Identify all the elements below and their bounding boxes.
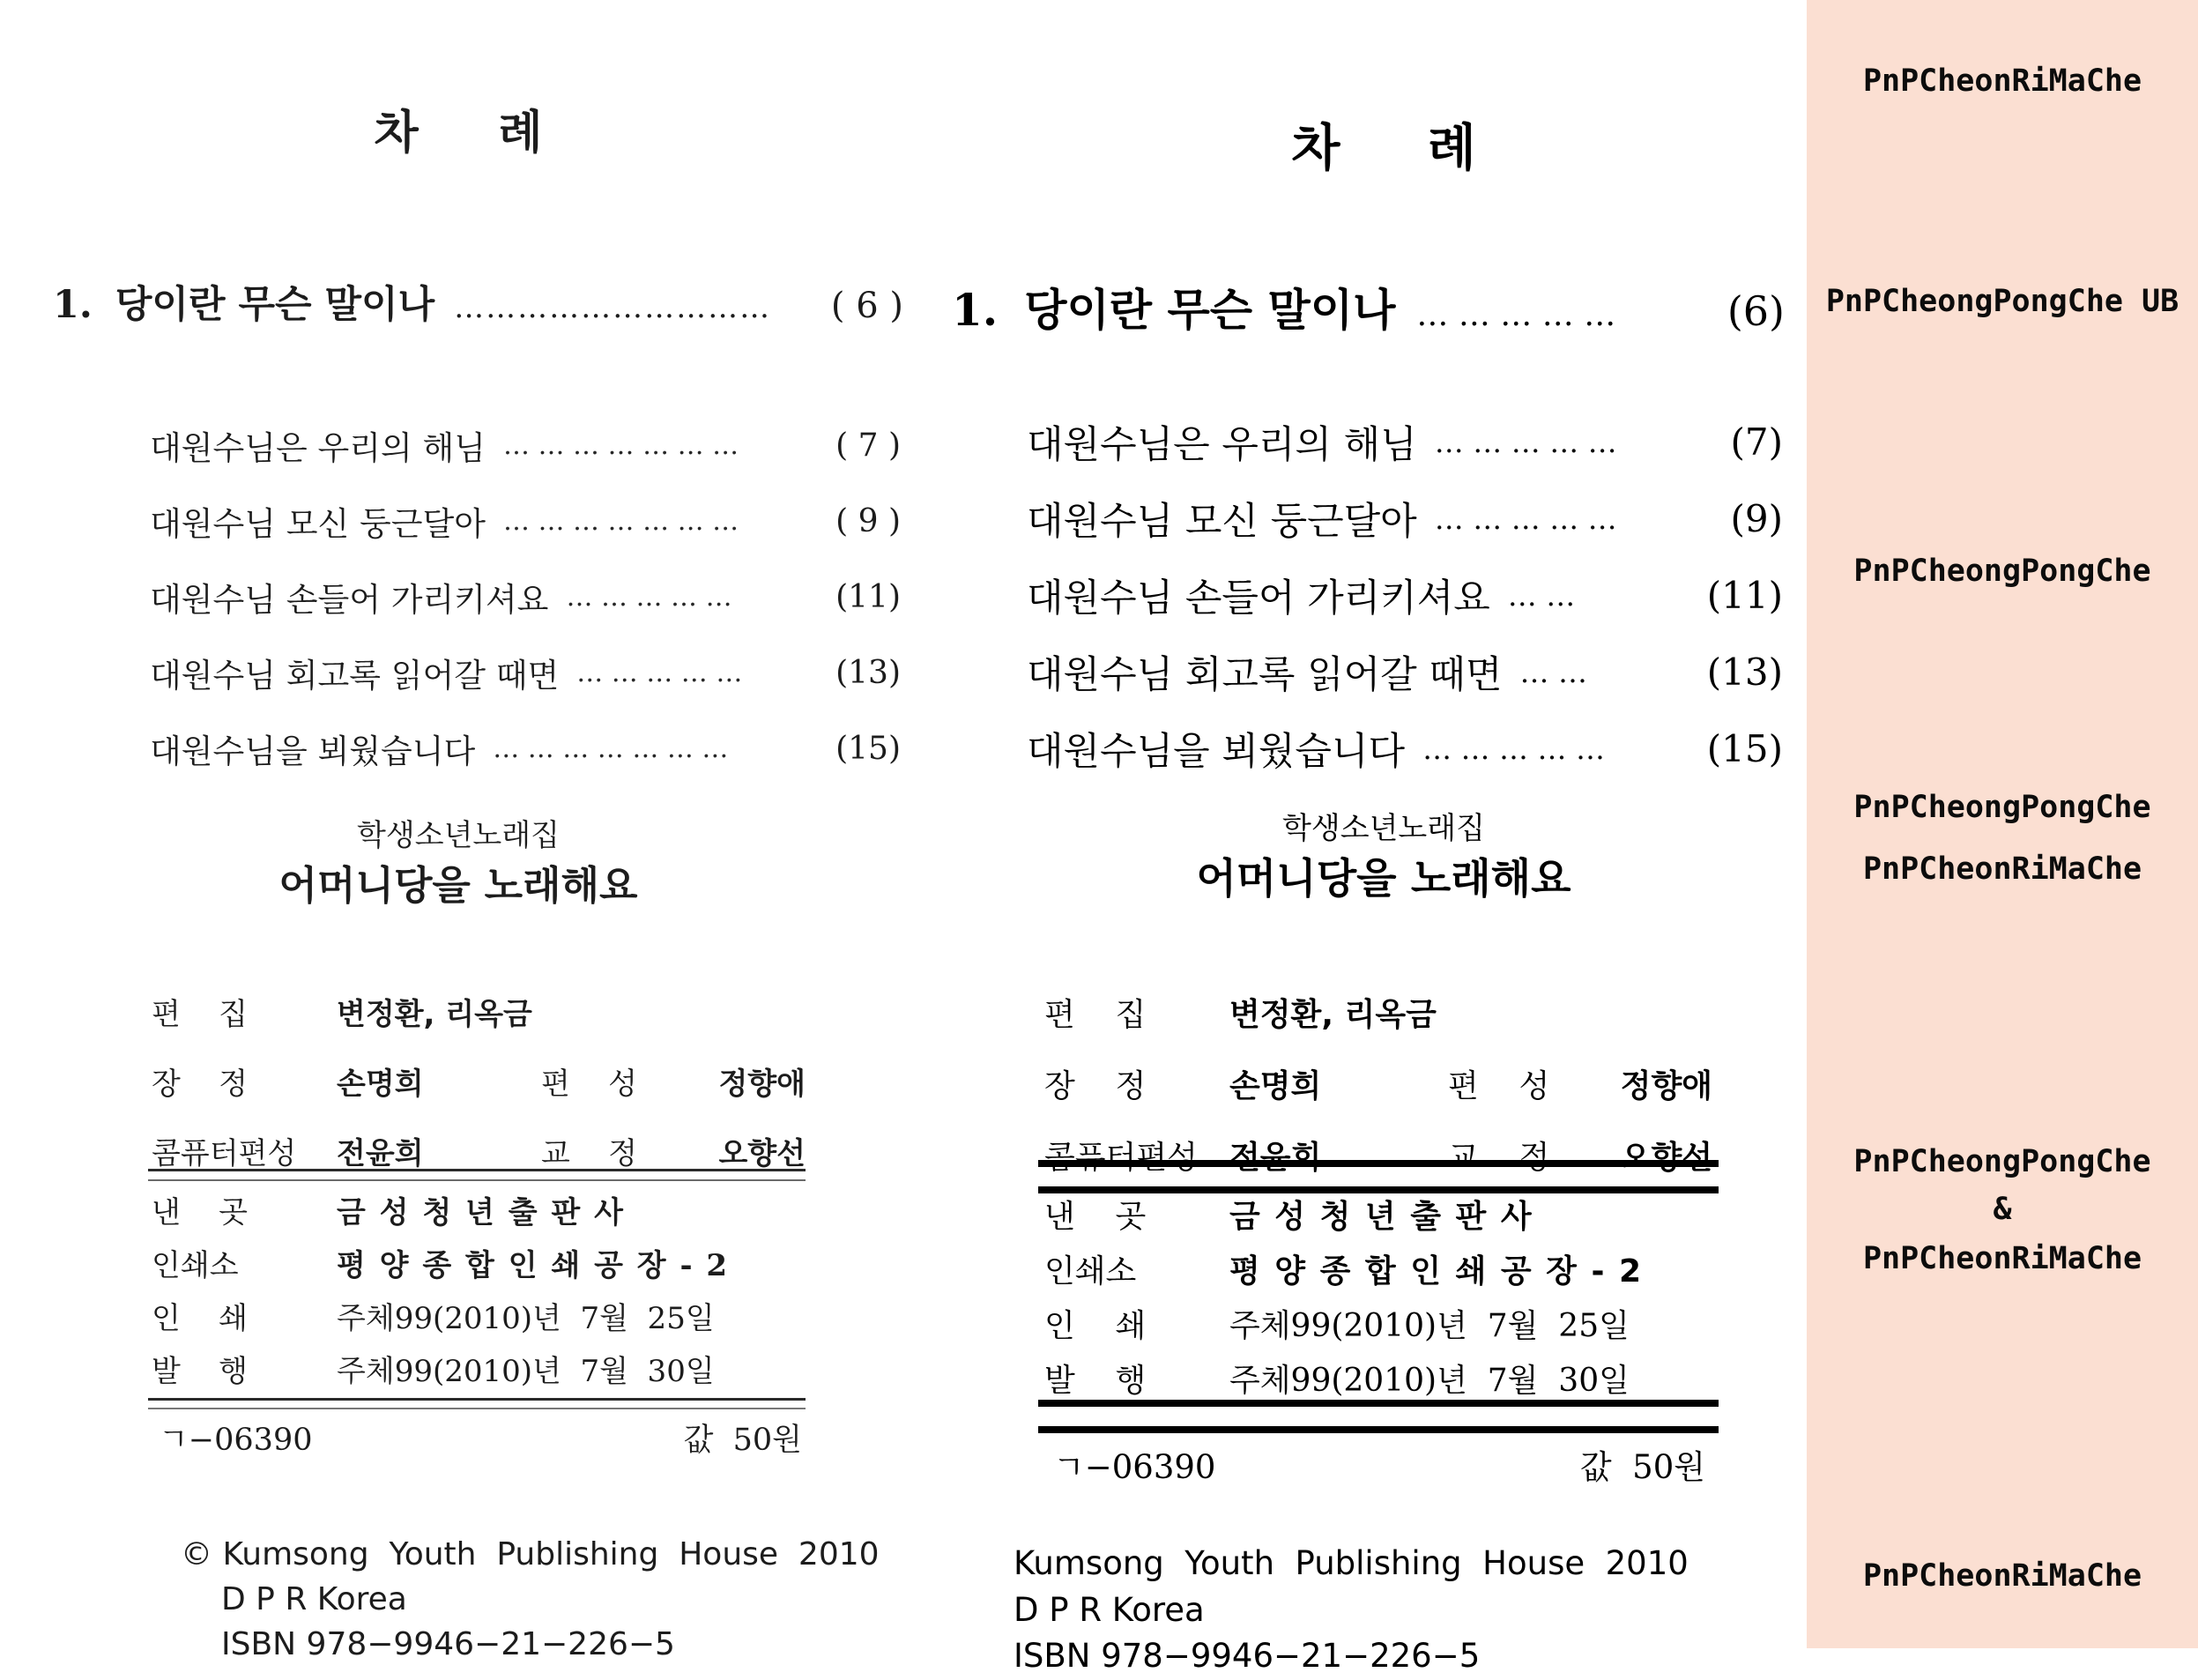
song-page-number: (13) <box>1706 650 1783 694</box>
colophon-row <box>152 1342 806 1394</box>
song-row <box>150 559 901 635</box>
toc-entry-1-left <box>53 275 903 329</box>
colophon-label: 편 집 <box>152 997 248 1032</box>
entry-page-number: (6) <box>1726 287 1785 335</box>
book-code: ㄱ−06390 <box>159 1423 313 1458</box>
price: 값 50원 <box>1579 1448 1705 1486</box>
toc-title-middle: 차 례 <box>1291 118 1476 177</box>
colophon-value: 주체99(2010)년 7월 25일 <box>1229 1307 1630 1344</box>
copyright-block-middle <box>1014 1541 1689 1680</box>
dot-leader: … … … … … … … <box>502 429 739 461</box>
song-row <box>1027 557 1783 634</box>
colophon-value: 주체99(2010)년 7월 25일 <box>337 1300 715 1336</box>
code-price-row-left <box>159 1416 802 1460</box>
song-title: 대원수님 회고록 읽어갈 때면 <box>150 657 560 695</box>
colophon-label: 콤퓨터편성 <box>1044 1140 1198 1176</box>
colophon-label: 인 쇄 <box>152 1300 248 1336</box>
colophon-label: 발 행 <box>1044 1362 1147 1399</box>
copyright-line: D P R Korea <box>221 1581 407 1618</box>
book-title-left: 어머니당을 노래해요 <box>278 862 638 909</box>
toc-title-left: 차 례 <box>374 106 543 160</box>
colophon-label: 인쇄소 <box>1044 1253 1137 1290</box>
dot-leader: … … … … … <box>1434 425 1617 459</box>
font-annotation-column <box>1807 0 2198 1648</box>
series-title-middle: 학생소년노래집 <box>1282 811 1485 846</box>
colophon-value: 평 양 종 합 인 쇄 공 장 - 2 <box>1229 1253 1643 1290</box>
colophon-row <box>152 1236 806 1289</box>
colophon-imprint-left <box>152 1183 806 1394</box>
colophon-row <box>1044 1241 1712 1296</box>
song-page-number: (15) <box>1706 727 1783 770</box>
copyright-block-left <box>181 1532 880 1667</box>
copyright-line: D P R Korea <box>1014 1590 1205 1629</box>
font-label: PnPCheongPongChe <box>1853 790 2151 825</box>
colophon-value: 오향선 <box>1620 1140 1712 1176</box>
isbn-line: ISBN 978−9946−21−226−5 <box>1014 1637 1481 1676</box>
entry-number: 1. <box>53 283 93 327</box>
double-rule <box>148 1398 806 1409</box>
book-code: ㄱ−06390 <box>1053 1448 1216 1486</box>
colophon-value: 변정환, 리옥금 <box>1229 997 1437 1033</box>
copyright-line: © Kumsong Youth Publishing House 2010 <box>181 1536 880 1572</box>
colophon-value: 주체99(2010)년 7월 30일 <box>1229 1362 1630 1399</box>
colophon-value: 손명희 <box>1229 1068 1322 1104</box>
colophon-row <box>1044 1048 1712 1119</box>
song-list-middle <box>1027 404 1783 787</box>
song-title: 대원수님 손들어 가리키셔요 <box>150 581 549 619</box>
colophon-imprint-middle <box>1044 1186 1712 1405</box>
dot-leader: … … … … … <box>1416 297 1616 333</box>
font-label: PnPCheonRiMaChe <box>1862 63 2142 99</box>
colophon-label: 낸 곳 <box>152 1194 248 1230</box>
code-price-row-middle <box>1053 1440 1705 1488</box>
colophon-value: 평 양 종 합 인 쇄 공 장 - 2 <box>337 1247 730 1283</box>
colophon-value: 금 성 청 년 출 판 사 <box>337 1194 625 1230</box>
colophon-label: 편 집 <box>1044 997 1147 1033</box>
copyright-line: Kumsong Youth Publishing House 2010 <box>1014 1544 1689 1582</box>
song-title: 대원수님 회고록 읽어갈 때면 <box>1027 653 1503 697</box>
dot-leader: … … … … … … … <box>493 732 729 764</box>
song-page-number: (7) <box>1730 420 1783 464</box>
colophon-value: 전윤희 <box>1229 1140 1322 1176</box>
colophon-credits-middle <box>1044 977 1712 1191</box>
dot-leader: … … <box>1507 578 1576 613</box>
colophon-label: 장 정 <box>152 1067 248 1102</box>
song-page-number: (11) <box>835 578 901 615</box>
colophon-value: 오향선 <box>718 1136 806 1171</box>
colophon-value: 주체99(2010)년 7월 30일 <box>337 1353 715 1389</box>
entry-number: 1. <box>952 284 999 336</box>
song-title: 대원수님은 우리의 해님 <box>1027 423 1417 467</box>
colophon-label: 교 정 <box>541 1136 637 1171</box>
song-page-number: (11) <box>1706 574 1783 617</box>
colophon-row <box>1044 1350 1712 1405</box>
font-label: PnPCheonRiMaChe <box>1862 1558 2142 1594</box>
colophon-row <box>152 977 806 1046</box>
colophon-value: 손명희 <box>337 1067 424 1102</box>
colophon-row <box>152 1046 806 1116</box>
song-row <box>1027 404 1783 480</box>
double-rule <box>1038 1400 1719 1433</box>
song-title: 대원수님은 우리의 해님 <box>150 429 486 467</box>
song-page-number: (15) <box>835 730 901 767</box>
book-title-middle: 어머니당을 노래해요 <box>1196 855 1571 903</box>
song-page-number: (13) <box>835 654 901 691</box>
font-label: PnPCheonRiMaChe <box>1862 1241 2142 1276</box>
song-page-number: (9) <box>1730 497 1783 540</box>
double-rule <box>148 1169 806 1181</box>
dot-leader: … … … … … … … <box>502 505 739 537</box>
colophon-label: 교 정 <box>1448 1140 1550 1176</box>
font-label: PnPCheongPongChe <box>1853 554 2151 589</box>
song-title: 대원수님 모신 둥근달아 <box>150 505 486 543</box>
entry-text: 당이란 무슨 말이나 <box>1024 284 1396 336</box>
song-row <box>150 710 901 786</box>
song-page-number: ( 9 ) <box>835 502 901 539</box>
song-title: 대원수님 손들어 가리키셔요 <box>1027 576 1490 621</box>
song-list-left <box>150 407 901 786</box>
dot-leader: ………………………… <box>454 290 772 325</box>
isbn-line: ISBN 978−9946−21−226−5 <box>221 1626 675 1663</box>
colophon-label: 발 행 <box>152 1353 248 1389</box>
colophon-value: 전윤희 <box>337 1136 424 1171</box>
colophon-label: 편 성 <box>1448 1068 1550 1104</box>
colophon-value: 금 성 청 년 출 판 사 <box>1229 1198 1533 1235</box>
colophon-label: 편 성 <box>541 1067 637 1102</box>
song-row <box>150 635 901 710</box>
colophon-value: 변정환, 리옥금 <box>337 997 532 1032</box>
toc-entry-1-middle <box>952 275 1785 338</box>
song-title: 대원수님 모신 둥근달아 <box>1027 500 1417 544</box>
font-label: PnPCheongPongChe <box>1853 1144 2151 1179</box>
font-label: PnPCheonRiMaChe <box>1862 851 2142 887</box>
colophon-credits-left <box>152 977 806 1186</box>
colophon-label: 인 쇄 <box>1044 1307 1147 1344</box>
colophon-row <box>152 1183 806 1236</box>
dot-leader: … … <box>1519 655 1587 689</box>
song-title: 대원수님을 뵈웠습니다 <box>1027 730 1406 774</box>
colophon-label: 낸 곳 <box>1044 1198 1147 1235</box>
font-label: PnPCheongPongChe UB <box>1825 284 2179 319</box>
song-row <box>1027 480 1783 557</box>
price: 값 50원 <box>683 1423 802 1458</box>
song-row <box>150 483 901 559</box>
dot-leader: … … … … … <box>576 657 743 688</box>
song-row <box>1027 634 1783 710</box>
series-title-left: 학생소년노래집 <box>357 818 560 853</box>
song-title: 대원수님을 뵈웠습니다 <box>150 732 476 770</box>
song-row <box>150 407 901 483</box>
colophon-row <box>1044 1186 1712 1241</box>
colophon-row <box>152 1289 806 1342</box>
dot-leader: … … … … … <box>1434 502 1617 536</box>
dot-leader: … … … … … <box>1422 732 1606 766</box>
entry-page-number: ( 6 ) <box>830 286 903 326</box>
colophon-value: 정향애 <box>1620 1068 1712 1104</box>
ampersand-label: & <box>1993 1192 2012 1227</box>
colophon-row <box>1044 977 1712 1048</box>
colophon-label: 장 정 <box>1044 1068 1147 1104</box>
song-row <box>1027 710 1783 787</box>
colophon-label: 인쇄소 <box>152 1247 239 1283</box>
colophon-row <box>1044 1296 1712 1350</box>
colophon-value: 정향애 <box>718 1067 806 1102</box>
entry-text: 당이란 무슨 말이나 <box>115 283 435 327</box>
dot-leader: … … … … … <box>566 581 732 613</box>
song-page-number: ( 7 ) <box>835 427 901 464</box>
colophon-label: 콤퓨터편성 <box>152 1136 297 1171</box>
